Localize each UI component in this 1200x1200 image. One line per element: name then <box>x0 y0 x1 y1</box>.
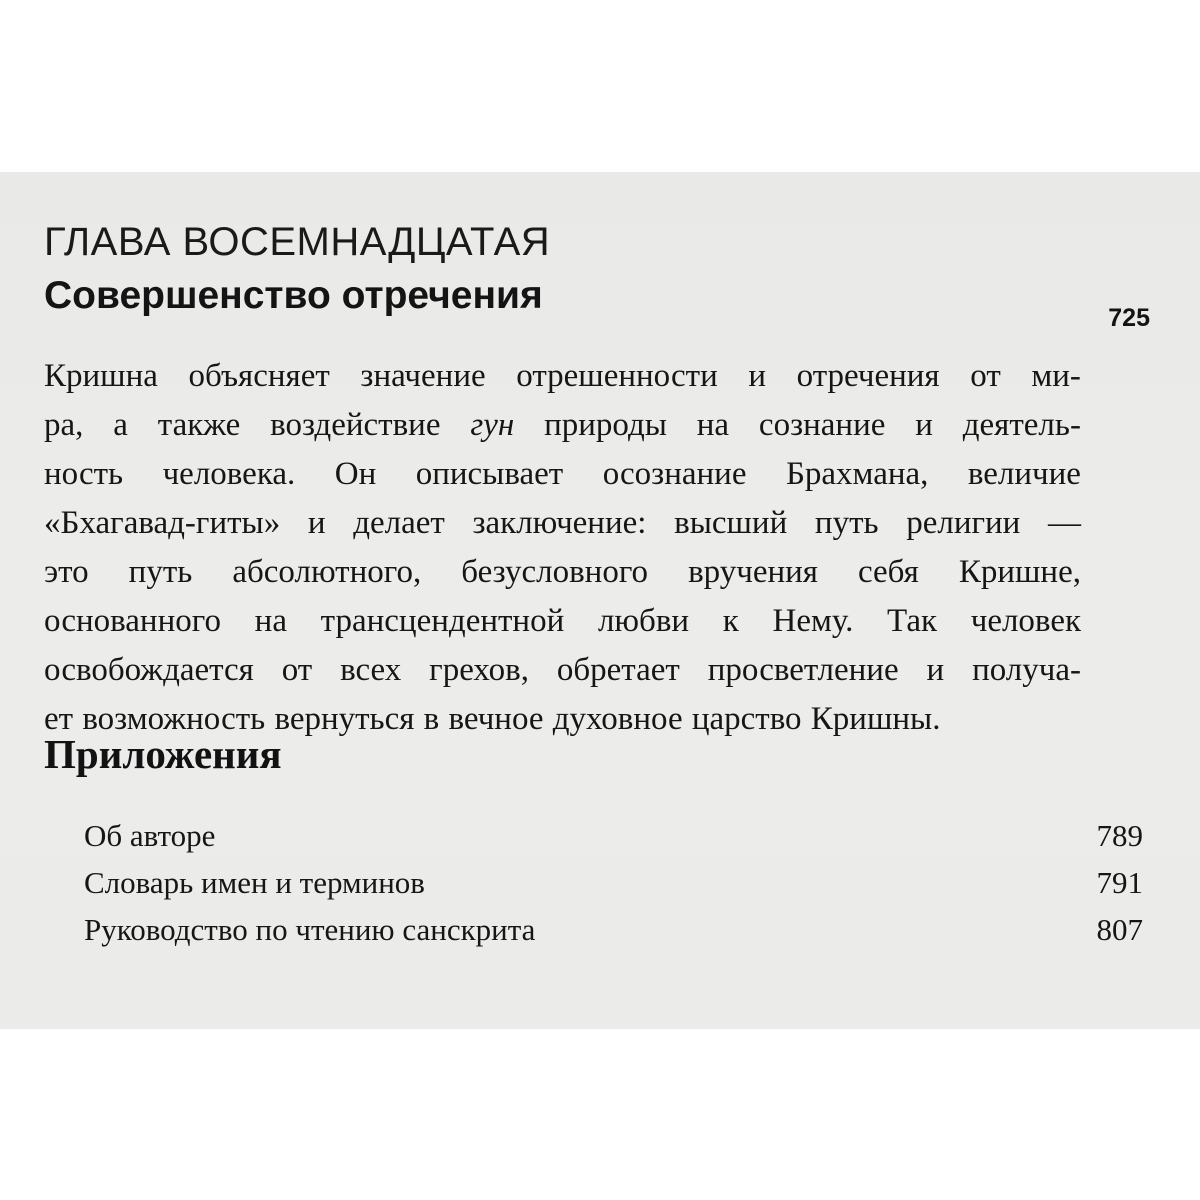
appendix-toc <box>84 812 1143 953</box>
summary-line <box>44 401 1081 450</box>
summary-word: — <box>1048 505 1081 541</box>
summary-word: Кришна <box>44 358 158 394</box>
summary-word: отречения <box>796 358 940 394</box>
toc-item-title: Руководство по чтению санскрита <box>84 912 536 947</box>
summary-word: и <box>748 358 767 394</box>
summary-line <box>44 450 1081 499</box>
summary-line <box>44 499 1081 548</box>
summary-word: всех <box>340 652 402 688</box>
summary-word: ра, <box>44 407 84 443</box>
summary-word: Нему. <box>772 603 854 639</box>
summary-word: и <box>926 652 945 688</box>
summary-word: деятель- <box>962 407 1081 443</box>
summary-word: возможность <box>82 701 266 737</box>
book-page <box>0 172 1200 1029</box>
summary-word: Он <box>334 456 377 492</box>
summary-word: религии <box>906 505 1021 541</box>
summary-word: просветление <box>707 652 899 688</box>
summary-word: вручения <box>688 554 818 590</box>
chapter-label: ГЛАВА ВОСЕМНАДЦАТАЯ <box>44 220 551 264</box>
summary-word: безусловного <box>461 554 649 590</box>
summary-word: а <box>113 407 128 443</box>
summary-word: от <box>281 652 313 688</box>
toc-item-page: 791 <box>1096 865 1143 900</box>
summary-word: путь <box>128 554 193 590</box>
summary-word: вернуться <box>274 701 415 737</box>
summary-word: путь <box>814 505 879 541</box>
summary-word: сознание <box>758 407 886 443</box>
summary-word: вечное <box>448 701 544 737</box>
summary-word: Кришны. <box>810 701 941 737</box>
summary-word: основанного <box>44 603 221 639</box>
summary-word: отрешенности <box>516 358 718 394</box>
summary-word: на <box>254 603 287 639</box>
summary-word: трансцендентной <box>320 603 565 639</box>
summary-word: освобождается <box>44 652 254 688</box>
summary-word: человека. <box>162 456 296 492</box>
toc-row <box>84 812 1143 859</box>
chapter-page-number: 725 <box>1108 304 1150 332</box>
summary-word: получа- <box>972 652 1081 688</box>
summary-word: описывает <box>415 456 564 492</box>
summary-word: значение <box>360 358 486 394</box>
summary-word: ми- <box>1031 358 1081 394</box>
summary-word: любви <box>597 603 690 639</box>
summary-word: в <box>423 701 440 737</box>
summary-word: воздействие <box>270 407 441 443</box>
summary-word: также <box>157 407 241 443</box>
summary-word: заключение: <box>472 505 647 541</box>
summary-word: царство <box>691 701 802 737</box>
summary-line <box>44 548 1081 597</box>
chapter-title: Совершенство отречения <box>44 274 543 317</box>
appendix-title: Приложения <box>44 731 282 777</box>
toc-row <box>84 906 1143 953</box>
summary-word: абсолютного, <box>232 554 422 590</box>
summary-word: от <box>970 358 1001 394</box>
summary-word: природы <box>544 407 667 443</box>
summary-word: ет <box>44 701 74 737</box>
summary-word: это <box>44 554 89 590</box>
summary-word: величие <box>967 456 1081 492</box>
summary-word: гун <box>470 407 515 443</box>
summary-word: и <box>307 505 326 541</box>
summary-word: на <box>696 407 730 443</box>
toc-item-page: 789 <box>1096 818 1143 853</box>
chapter-summary <box>44 352 1081 744</box>
summary-word: Кришне, <box>958 554 1081 590</box>
toc-item-title: Словарь имен и терминов <box>84 865 425 900</box>
summary-line <box>44 646 1081 695</box>
summary-word: человек <box>970 603 1081 639</box>
summary-word: делает <box>353 505 445 541</box>
toc-item-title: Об авторе <box>84 818 216 853</box>
summary-word: «Бхагавад-гиты» <box>44 505 281 541</box>
summary-word: себя <box>857 554 919 590</box>
summary-word: высший <box>674 505 788 541</box>
summary-word: к <box>722 603 739 639</box>
summary-word: осознание <box>602 456 747 492</box>
toc-row <box>84 859 1143 906</box>
summary-word: объясняет <box>188 358 330 394</box>
summary-word: ность <box>44 456 124 492</box>
summary-line <box>44 597 1081 646</box>
summary-word: и <box>915 407 933 443</box>
toc-item-page: 807 <box>1096 912 1143 947</box>
summary-word: Так <box>887 603 938 639</box>
summary-word: Брахмана, <box>785 456 929 492</box>
summary-line <box>44 352 1081 401</box>
summary-word: грехов, <box>429 652 529 688</box>
summary-word: духовное <box>552 701 683 737</box>
summary-word: обретает <box>556 652 680 688</box>
